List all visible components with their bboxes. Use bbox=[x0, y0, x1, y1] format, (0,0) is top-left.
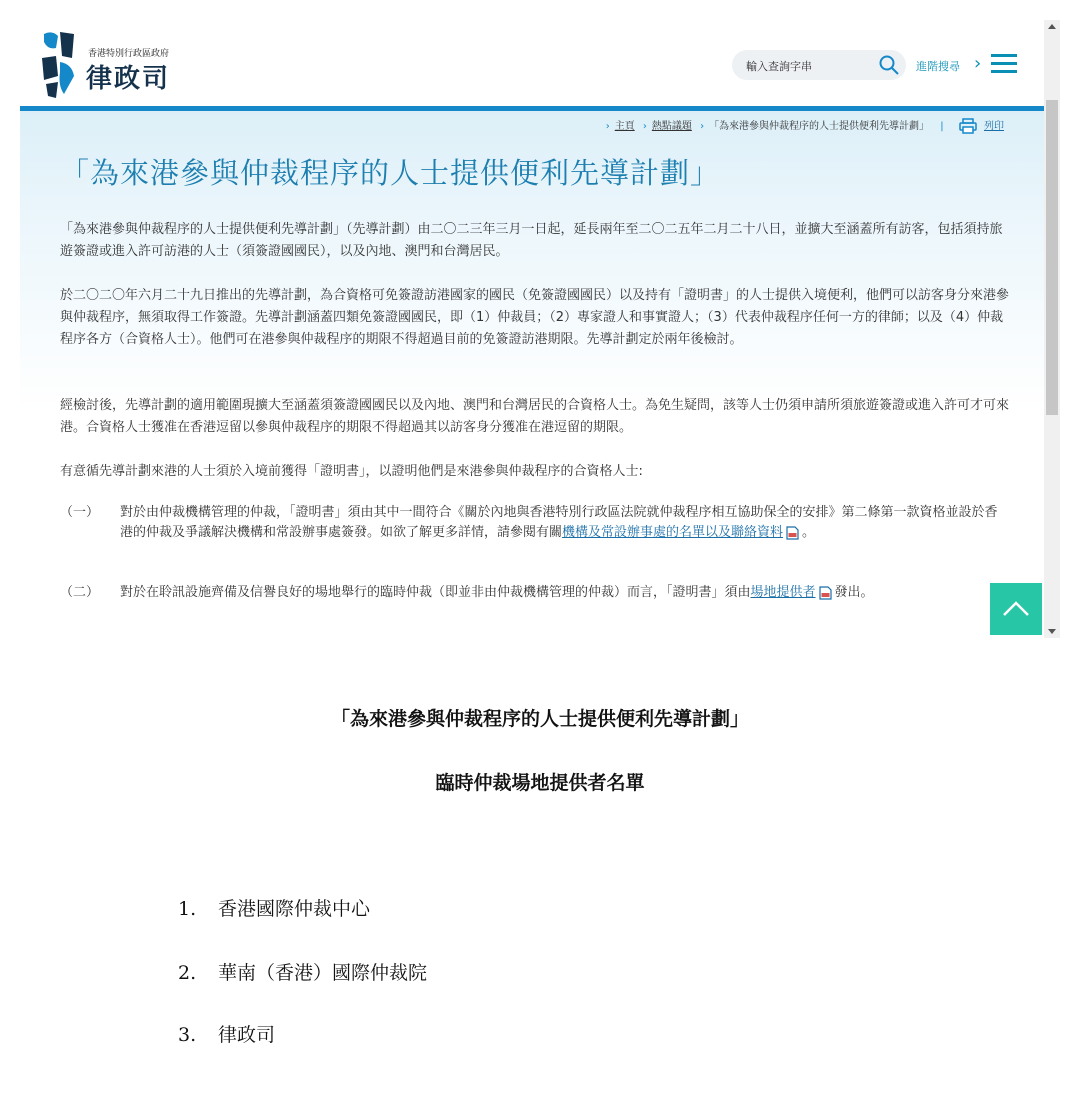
list-text bbox=[120, 503, 1000, 543]
main-content bbox=[20, 111, 1044, 638]
document-subtitle: 臨時仲裁場地提供者名單 bbox=[435, 772, 645, 794]
logo-department-name[interactable]: 律政司 bbox=[86, 64, 171, 94]
list-number: （一） bbox=[60, 505, 100, 520]
breadcrumb-separator: › bbox=[642, 121, 647, 132]
search-icon[interactable] bbox=[878, 54, 900, 76]
vertical-scrollbar[interactable] bbox=[1044, 20, 1060, 638]
printer-icon[interactable] bbox=[959, 118, 977, 134]
breadcrumb-hot-topics[interactable]: 熱點議題 bbox=[651, 121, 692, 132]
list-text bbox=[120, 583, 1000, 603]
provider-list-item bbox=[178, 1020, 275, 1047]
hamburger-menu-icon[interactable] bbox=[991, 54, 1017, 74]
search-box[interactable] bbox=[732, 50, 906, 80]
provider-number: 3. bbox=[178, 1024, 197, 1046]
list-text-end: 發出。 bbox=[834, 585, 874, 600]
paragraph-review: 經檢討後，先導計劃的適用範圍現擴大至涵蓋須簽證國國民以及內地、澳門和台灣居民的合資格人士。為免生疑問，該等人士仍須申請所須旅遊簽證或進入許可才可來港。合資格人士獲准在香港逗留以參與仲裁程序的期限不得超過其以訪客身分獲准在港逗留的期限。 bbox=[60, 398, 1010, 435]
list-text-body: 對於由仲裁機構管理的仲裁，「證明書」須由其中一間符合《關於內地與香港特別行政區法院就仲裁程序相互協助保全的安排》第二條第一款資格並設於香港的仲裁及爭議解決機構和常設辦事處簽發。如欲了解更多詳情，請參閱有關 bbox=[120, 505, 998, 540]
pdf-icon[interactable] bbox=[819, 586, 832, 600]
breadcrumb bbox=[601, 117, 1004, 134]
breadcrumb-divider: | bbox=[940, 121, 944, 132]
scroll-down-arrow-icon[interactable] bbox=[1048, 629, 1056, 634]
list-text-body: 對於在聆訊設施齊備及信譽良好的場地舉行的臨時仲裁（即並非由仲裁機構管理的仲裁）而言，「證明書」須由 bbox=[120, 585, 751, 600]
back-to-top-button[interactable] bbox=[990, 583, 1042, 635]
scroll-up-arrow-icon[interactable] bbox=[1048, 24, 1056, 29]
provider-number: 1. bbox=[178, 898, 197, 920]
provider-list-item bbox=[178, 958, 427, 985]
paragraph-certificate: 有意循先導計劃來港的人士須於入境前獲得「證明書」，以證明他們是來港參與仲裁程序的合資格人士: bbox=[60, 464, 643, 479]
breadcrumb-separator: › bbox=[700, 121, 705, 132]
list-text-end: 。 bbox=[802, 525, 816, 540]
breadcrumb-home[interactable]: 主頁 bbox=[614, 121, 635, 132]
scrollbar-thumb[interactable] bbox=[1046, 100, 1058, 415]
advanced-search-link[interactable]: 進階搜尋 bbox=[916, 60, 960, 73]
provider-number: 2. bbox=[178, 962, 197, 984]
chevron-right-icon: › bbox=[974, 53, 982, 74]
venue-providers-link[interactable]: 場地提供者 bbox=[750, 585, 816, 600]
provider-list-item bbox=[178, 894, 370, 921]
doj-logo-icon bbox=[38, 28, 78, 100]
provider-name: 華南（香港）國際仲裁院 bbox=[218, 962, 428, 984]
pdf-icon[interactable] bbox=[786, 526, 799, 540]
logo-government-text: 香港特別行政區政府 bbox=[88, 49, 170, 59]
site-header bbox=[20, 20, 1044, 106]
paragraph-background: 於二〇二〇年六月二十九日推出的先導計劃，為合資格可免簽證訪港國家的國民（免簽證國國民）以及持有「證明書」的人士提供入境便利，他們可以訪客身分來港參與仲裁程序，無須取得工作簽證。先導計劃涵蓋四類免簽證國國民，即（1）仲裁員；（2）專家證人和事實證人；（3）代表仲裁程序任何一方的律師；以及（4）仲裁程序各方（合資格人士）。他們可在港參與仲裁程序的期限不得超過目前的免簽證訪港期限。先導計劃定於兩年後檢討。 bbox=[60, 288, 1010, 347]
institutions-list-link[interactable]: 機構及常設辦事處的名單以及聯絡資料 bbox=[562, 525, 784, 540]
breadcrumb-current: 「為來港參與仲裁程序的人士提供便利先導計劃」 bbox=[709, 121, 930, 132]
chevron-up-icon bbox=[990, 583, 1042, 635]
search-input[interactable]: 輸入查詢字串 bbox=[746, 60, 812, 73]
paragraph-intro: 「為來港參與仲裁程序的人士提供便利先導計劃」（先導計劃）由二〇二三年三月一日起，延長兩年至二〇二五年二月二十八日，並擴大至涵蓋所有訪客，包括須持旅遊簽證或進入許可訪港的人士（須簽證國國民），以及內地、澳門和台灣居民。 bbox=[60, 222, 1003, 259]
browser-viewport bbox=[20, 20, 1060, 638]
page-title: 「為來港參與仲裁程序的人士提供便利先導計劃」 bbox=[60, 156, 721, 190]
provider-name: 香港國際仲裁中心 bbox=[218, 898, 371, 920]
document-title: 「為來港參與仲裁程序的人士提供便利先導計劃」 bbox=[330, 708, 749, 730]
venue-provider-document bbox=[0, 640, 1080, 1105]
print-link[interactable]: 列印 bbox=[984, 121, 1004, 132]
list-number: （二） bbox=[60, 585, 100, 600]
breadcrumb-separator: › bbox=[605, 121, 610, 132]
provider-name: 律政司 bbox=[218, 1024, 276, 1046]
